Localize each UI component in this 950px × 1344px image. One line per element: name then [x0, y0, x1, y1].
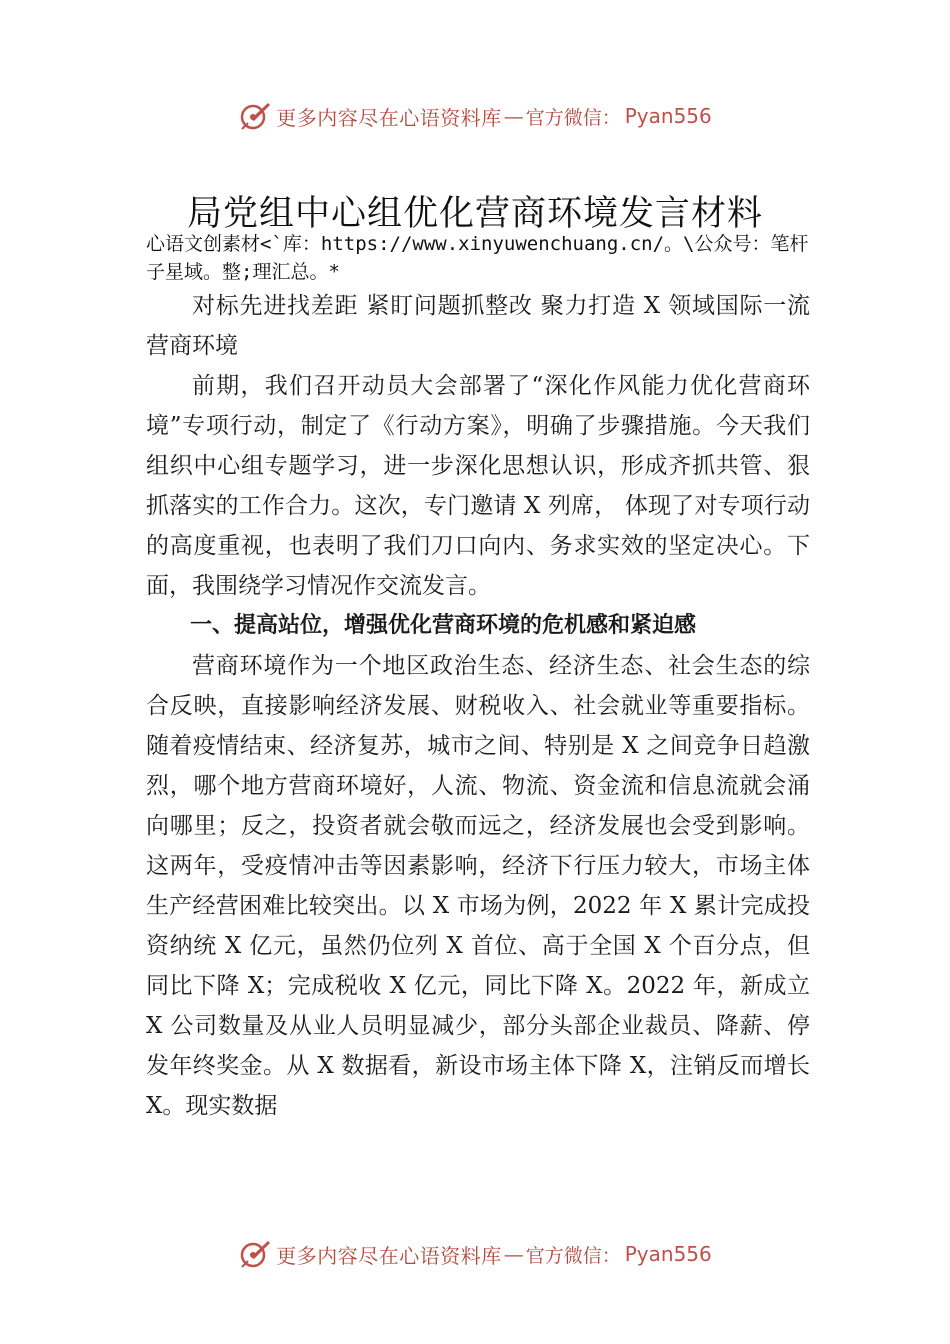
quill-pen-logo-icon: [238, 99, 272, 133]
source-line: 心语文创素材<`库：https://www.xinyuwenchuang.cn/。\公众号：笔杆子星域。整;理汇总。*: [146, 233, 809, 283]
document-title: 局党组中心组优化营商环境发言材料: [186, 194, 763, 234]
banner-text: 更多内容尽在心语资料库: [276, 1243, 502, 1268]
banner-wechat-label: 官方微信：: [525, 106, 621, 129]
document-body: [146, 286, 810, 1126]
body-paragraph: 前期，我们召开动员大会部署了“深化作风能力优化营商环境”专项行动，制定了《行动方案》，明确了步骤措施。今天我们组织中心组专题学习，进一步深化思想认识，形成齐抓共管、狠抓落实的工作合力。这次，专门邀请 X 列席， 体现了对专项行动的高度重视，也表明了我们刀口向内、务求实效的坚定决心。下面，我围绕学习情况作交流发言。: [146, 373, 810, 599]
banner-wechat-id: Pyan556: [624, 104, 712, 128]
banner-wechat-label: 官方微信：: [525, 1244, 621, 1267]
section-heading: 一、提高站位，增强优化营商环境的危机感和紧迫感: [190, 613, 697, 638]
banner-separator: —: [503, 104, 524, 128]
document-subtitle: 对标先进找差距 紧盯问题抓整改 聚力打造 X 领域国际一流营商环境: [146, 293, 810, 359]
quill-pen-logo-icon: [238, 1237, 272, 1271]
body-paragraph: 营商环境作为一个地区政治生态、经济生态、社会生态的综合反映，直接影响经济发展、财税收入、社会就业等重要指标。随着疫情结束、经济复苏，城市之间、特别是 X 之间竞争日趋激烈，哪个地方营商环境好，人流、物流、资金流和信息流就会涌向哪里；反之，投资者就会敬而远之，经济发展也会受到影响。这两年，受疫情冲击等因素影响，经济下行压力较大，市场主体生产经营困难比较突出。以 X 市场为例，2022 年 X 累计完成投资纳统 X 亿元，虽然仍位列 X 首位、高于全国 X 个百分点，但同比下降 X；完成税收 X 亿元，同比下降 X。2022 年，新成立 X 公司数量及从业人员明显减少，部分头部企业裁员、降薪、停发年终奖金。从 X 数据看，新设市场主体下降 X，注销反而增长 X。现实数据: [146, 653, 810, 1119]
banner-text: 更多内容尽在心语资料库: [276, 105, 502, 130]
banner-wechat-id: Pyan556: [624, 1242, 712, 1266]
banner-separator: —: [503, 1242, 524, 1266]
header-banner: [0, 96, 950, 136]
footer-banner: [0, 1234, 950, 1274]
